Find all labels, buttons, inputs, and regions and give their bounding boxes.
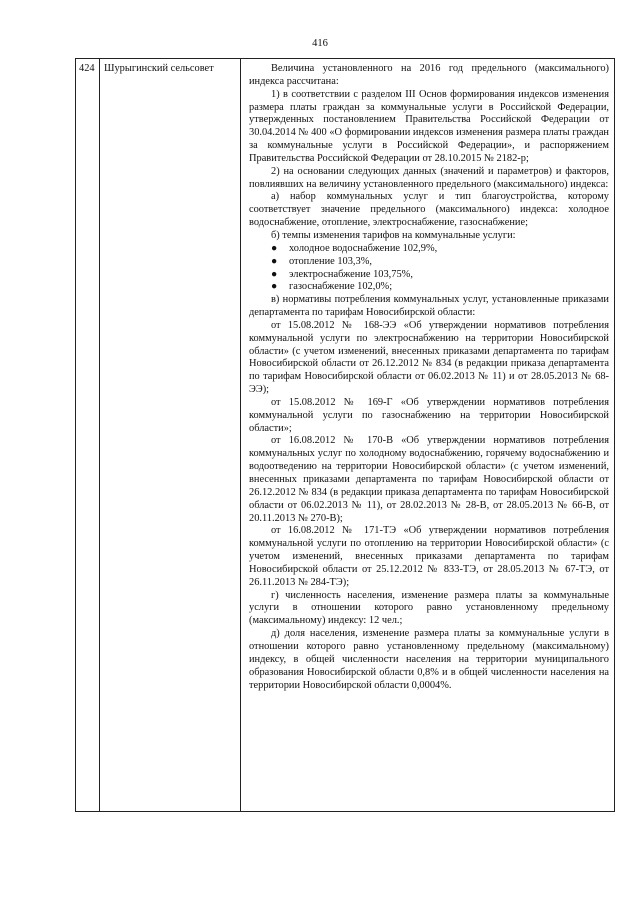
list-item-text: электроснабжение 103,75%, bbox=[289, 268, 413, 280]
list-item-text: холодное водоснабжение 102,9%, bbox=[289, 242, 438, 254]
municipality-name: Шурыгинский сельсовет bbox=[100, 59, 241, 812]
index-table bbox=[75, 58, 615, 812]
paragraph: в) нормативы потребления коммунальных услуг, установленные приказами департамента по тарифам Новосибирской области: bbox=[249, 294, 609, 319]
paragraph: г) численность населения, изменение размера платы за коммунальные услуги в отношении которого равно установленному предельному (максимальному) индексу: 12 чел.; bbox=[249, 589, 609, 627]
list-item-text: газоснабжение 102,0%; bbox=[289, 281, 393, 293]
bullet-icon: ● bbox=[271, 268, 278, 280]
paragraph: от 15.08.2012 № 168-ЭЭ «Об утверждении нормативов потребления коммунальной услуги по электроснабжению на территории Новосибирской области» (с учетом изменений, внесенных приказами департамента по тарифам Новосибирской области от 26.12.2012 № 834 (в редакции приказа департамента по тарифам Новосибирской области от 06.02.2013 № 11) и от 28.05.2013 № 68-ЭЭ); bbox=[249, 319, 609, 396]
paragraph: 2) на основании следующих данных (значений и параметров) и факторов, повлиявших на величину установленного предельного (максимального) индекса: bbox=[249, 165, 609, 190]
page-number: 416 bbox=[312, 38, 328, 49]
list-item bbox=[271, 242, 609, 256]
bullet-icon: ● bbox=[271, 242, 278, 254]
list-item bbox=[271, 268, 609, 282]
paragraph: 1) в соответствии с разделом III Основ формирования индексов изменения размера платы граждан за коммунальные услуги в Российской Федерации, утвержденных постановлением Правительства Российской Федерации от 30.04.2014 № 400 «О формировании индексов изменения размера платы граждан за коммунальные услуги в Российской Федерации», и распоряжением Правительства Российской Федерации от 28.10.2015 № 2182-р; bbox=[249, 88, 609, 164]
table-row bbox=[76, 59, 615, 812]
paragraph: от 16.08.2012 № 171-ТЭ «Об утверждении нормативов потребления коммунальной услуги по отоплению на территории Новосибирской области» (с учетом изменений, внесенных приказами департамента по тарифам Новосибирской области от 25.12.2012 № 833-ТЭ, от 28.05.2013 № 67-ТЭ, от 26.11.2013 № 284-ТЭ); bbox=[249, 525, 609, 588]
row-number: 424 bbox=[76, 59, 100, 812]
tariff-list bbox=[249, 243, 609, 294]
bullet-icon: ● bbox=[271, 255, 278, 267]
paragraph: от 16.08.2012 № 170-В «Об утверждении нормативов потребления коммунальных услуг по холодному водоснабжению, горячему водоснабжению и водоотведению на территории Новосибирской области» (с учетом изменений, внесенных приказами департамента по тарифам Новосибирской области от 26.12.2012 № 834 (в редакции приказа департамента по тарифам Новосибирской области от 06.02.2013 № 11), от 28.02.2013 № 28-В, от 28.05.2013 № 66-В, от 20.11.2013 № 270-В); bbox=[249, 435, 609, 524]
paragraph: д) доля населения, изменение размера платы за коммунальные услуги в отношении которого равно установленному предельному (максимальному) индексу, в общей численности населения на территории муниципального образования Новосибирской области 0,8% и в общей численности населения на территории Новосибирской области 0,0004%. bbox=[249, 628, 609, 691]
paragraph: б) темпы изменения тарифов на коммунальные услуги: bbox=[271, 229, 516, 241]
list-item bbox=[271, 255, 609, 269]
index-description bbox=[241, 59, 615, 812]
paragraph: Величина установленного на 2016 год предельного (максимального) индекса рассчитана: bbox=[249, 63, 609, 87]
list-item bbox=[271, 281, 609, 294]
bullet-icon: ● bbox=[271, 281, 278, 293]
paragraph: от 15.08.2012 № 169-Г «Об утверждении нормативов потребления коммунальной услуги по газоснабжению на территории Новосибирской области»; bbox=[249, 396, 609, 434]
list-item-text: отопление 103,3%, bbox=[289, 255, 372, 267]
paragraph: а) набор коммунальных услуг и тип благоустройства, которому соответствует значение предельного (максимального) индекса: холодное водоснабжение, отопление, электроснабжение, газоснабжение; bbox=[249, 191, 609, 229]
